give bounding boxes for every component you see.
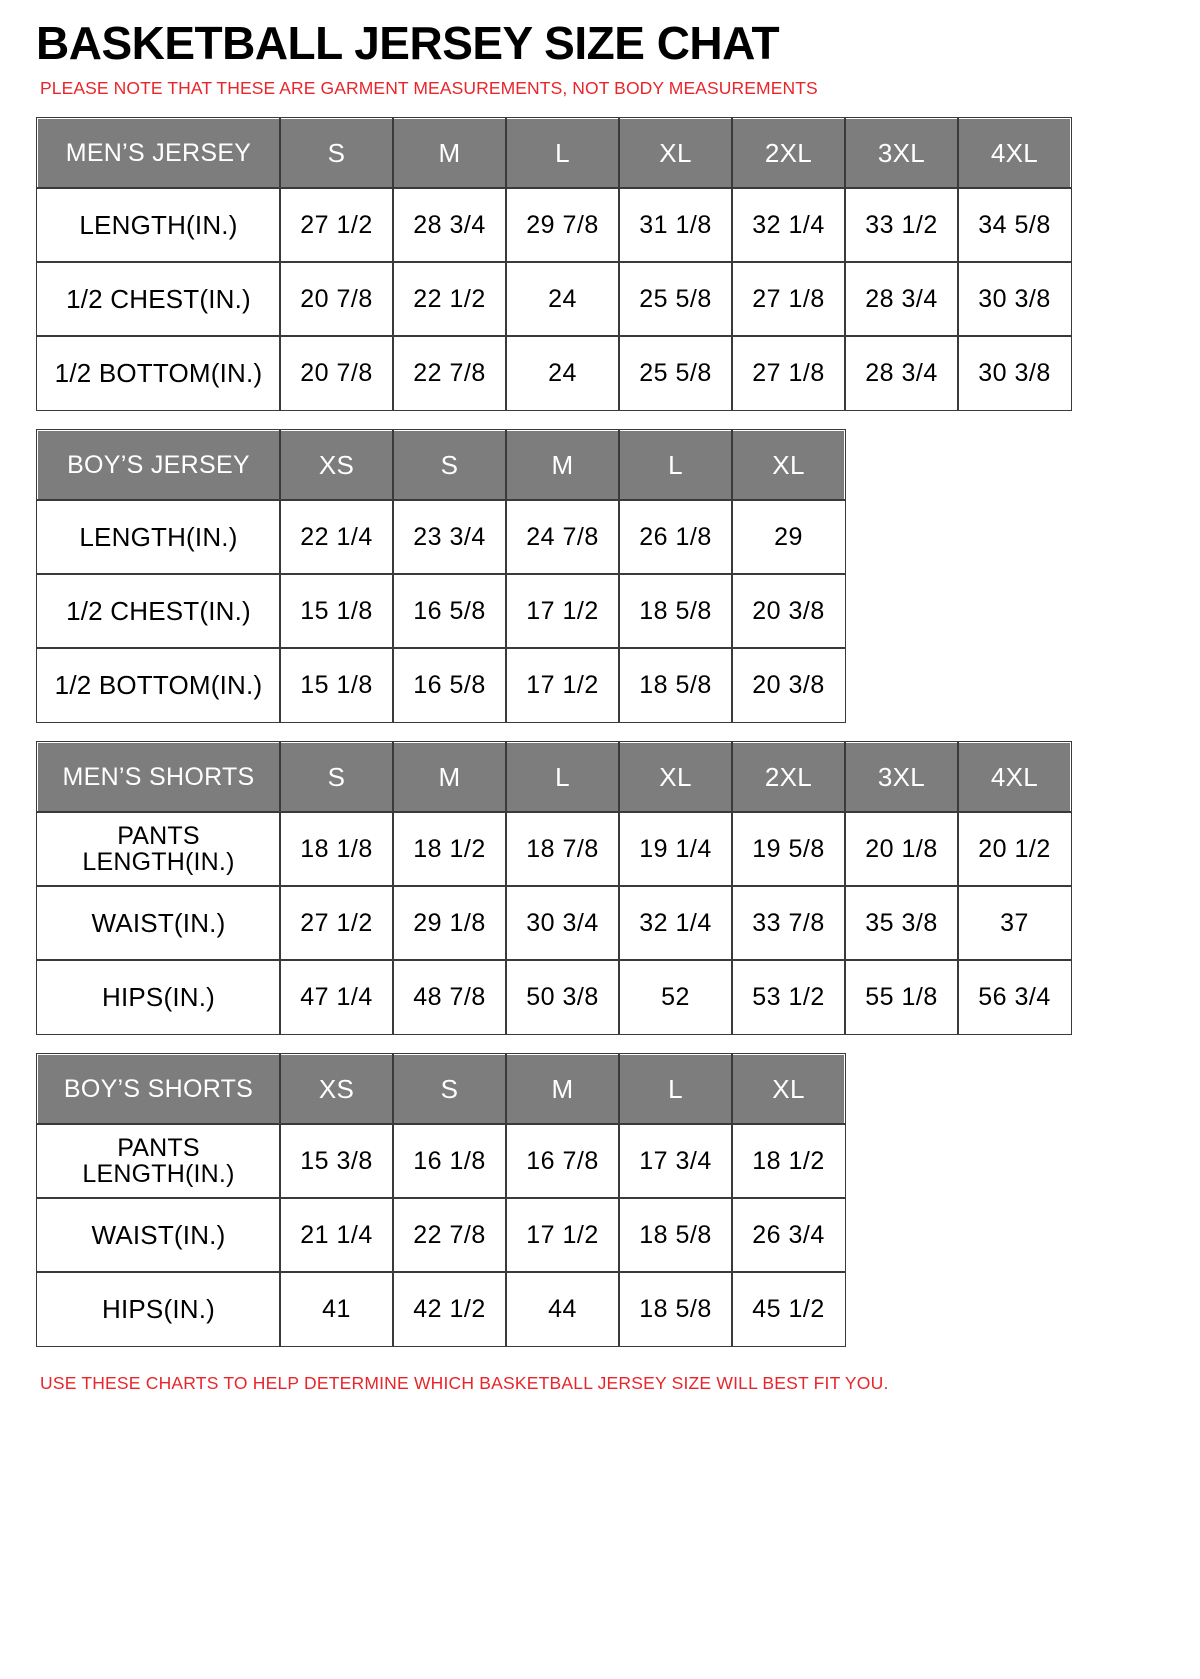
measurement-value: 15 3/8 xyxy=(280,1124,393,1198)
measurement-value: 37 xyxy=(958,886,1071,960)
table-header-row xyxy=(37,118,1071,188)
measurement-value: 18 5/8 xyxy=(619,648,732,722)
table-row xyxy=(37,812,1071,886)
measurement-value: 22 7/8 xyxy=(393,1198,506,1272)
size-column-header: M xyxy=(393,742,506,812)
measurement-value: 29 1/8 xyxy=(393,886,506,960)
measurement-value: 18 5/8 xyxy=(619,1272,732,1346)
table-corner-label: MEN’S JERSEY xyxy=(37,118,280,188)
measurement-value: 15 1/8 xyxy=(280,648,393,722)
measurement-value: 19 1/4 xyxy=(619,812,732,886)
size-column-header: S xyxy=(280,742,393,812)
size-table-mens-shorts xyxy=(36,741,1072,1035)
table-header-row xyxy=(37,742,1071,812)
measurement-value: 30 3/8 xyxy=(958,336,1071,410)
measurement-value: 25 5/8 xyxy=(619,336,732,410)
size-column-header: 4XL xyxy=(958,118,1071,188)
measurement-label: HIPS(IN.) xyxy=(37,1272,280,1346)
size-column-header: L xyxy=(619,1054,732,1124)
size-column-header: 2XL xyxy=(732,742,845,812)
measurement-value: 32 1/4 xyxy=(732,188,845,262)
measurement-value: 55 1/8 xyxy=(845,960,958,1034)
size-column-header: XS xyxy=(280,1054,393,1124)
page-title: BASKETBALL JERSEY SIZE CHAT xyxy=(36,17,780,69)
measurement-value: 25 5/8 xyxy=(619,262,732,336)
measurement-value: 16 5/8 xyxy=(393,574,506,648)
measurement-label: LENGTH(IN.) xyxy=(37,500,280,574)
table-row xyxy=(37,886,1071,960)
measurement-value: 20 1/2 xyxy=(958,812,1071,886)
measurement-label: 1/2 CHEST(IN.) xyxy=(37,262,280,336)
measurement-value: 47 1/4 xyxy=(280,960,393,1034)
measurement-value: 17 1/2 xyxy=(506,574,619,648)
measurement-label: WAIST(IN.) xyxy=(37,1198,280,1272)
measurement-value: 22 1/2 xyxy=(393,262,506,336)
measurement-value: 24 xyxy=(506,336,619,410)
size-column-header: 2XL xyxy=(732,118,845,188)
size-column-header: S xyxy=(393,430,506,500)
measurement-value: 48 7/8 xyxy=(393,960,506,1034)
measurement-value: 50 3/8 xyxy=(506,960,619,1034)
measurement-value: 27 1/8 xyxy=(732,262,845,336)
measurement-note: PLEASE NOTE THAT THESE ARE GARMENT MEASUREMENTS, NOT BODY MEASUREMENTS xyxy=(40,77,818,98)
footer-note: USE THESE CHARTS TO HELP DETERMINE WHICH BASKETBALL JERSEY SIZE WILL BEST FIT YOU. xyxy=(40,1373,889,1394)
table-header-row xyxy=(37,1054,845,1124)
measurement-label: PANTS LENGTH(IN.) xyxy=(37,812,280,886)
measurement-value: 16 1/8 xyxy=(393,1124,506,1198)
measurement-value: 20 3/8 xyxy=(732,648,845,722)
measurement-value: 28 3/4 xyxy=(845,262,958,336)
measurement-value: 27 1/2 xyxy=(280,188,393,262)
size-column-header: L xyxy=(619,430,732,500)
measurement-value: 41 xyxy=(280,1272,393,1346)
table-row xyxy=(37,262,1071,336)
measurement-value: 18 7/8 xyxy=(506,812,619,886)
table-corner-label: BOY’S JERSEY xyxy=(37,430,280,500)
measurement-value: 22 7/8 xyxy=(393,336,506,410)
measurement-value: 20 3/8 xyxy=(732,574,845,648)
measurement-value: 27 1/8 xyxy=(732,336,845,410)
measurement-value: 18 5/8 xyxy=(619,574,732,648)
table-row xyxy=(37,648,845,722)
size-table-mens-jersey xyxy=(36,117,1072,411)
size-column-header: XL xyxy=(732,430,845,500)
size-column-header: 3XL xyxy=(845,118,958,188)
measurement-label: PANTS LENGTH(IN.) xyxy=(37,1124,280,1198)
size-column-header: M xyxy=(506,430,619,500)
measurement-value: 32 1/4 xyxy=(619,886,732,960)
measurement-value: 23 3/4 xyxy=(393,500,506,574)
table-row xyxy=(37,1198,845,1272)
measurement-value: 17 3/4 xyxy=(619,1124,732,1198)
measurement-value: 18 1/2 xyxy=(393,812,506,886)
measurement-label: LENGTH(IN.) xyxy=(37,188,280,262)
size-column-header: XL xyxy=(619,118,732,188)
measurement-value: 24 xyxy=(506,262,619,336)
measurement-value: 56 3/4 xyxy=(958,960,1071,1034)
size-column-header: XL xyxy=(619,742,732,812)
measurement-value: 27 1/2 xyxy=(280,886,393,960)
measurement-value: 30 3/8 xyxy=(958,262,1071,336)
measurement-value: 16 5/8 xyxy=(393,648,506,722)
table-row xyxy=(37,500,845,574)
table-row xyxy=(37,188,1071,262)
size-table-boys-shorts xyxy=(36,1053,846,1347)
measurement-value: 34 5/8 xyxy=(958,188,1071,262)
table-row xyxy=(37,336,1071,410)
measurement-value: 18 1/8 xyxy=(280,812,393,886)
measurement-value: 29 xyxy=(732,500,845,574)
size-column-header: 3XL xyxy=(845,742,958,812)
measurement-value: 28 3/4 xyxy=(393,188,506,262)
table-row xyxy=(37,960,1071,1034)
tables-container xyxy=(36,117,1164,1347)
measurement-value: 20 7/8 xyxy=(280,336,393,410)
measurement-value: 42 1/2 xyxy=(393,1272,506,1346)
measurement-value: 18 5/8 xyxy=(619,1198,732,1272)
measurement-value: 28 3/4 xyxy=(845,336,958,410)
measurement-value: 22 1/4 xyxy=(280,500,393,574)
size-column-header: S xyxy=(393,1054,506,1124)
measurement-value: 53 1/2 xyxy=(732,960,845,1034)
measurement-value: 20 7/8 xyxy=(280,262,393,336)
measurement-label: 1/2 CHEST(IN.) xyxy=(37,574,280,648)
table-row xyxy=(37,1124,845,1198)
measurement-value: 33 1/2 xyxy=(845,188,958,262)
measurement-value: 20 1/8 xyxy=(845,812,958,886)
measurement-value: 31 1/8 xyxy=(619,188,732,262)
measurement-value: 45 1/2 xyxy=(732,1272,845,1346)
measurement-value: 15 1/8 xyxy=(280,574,393,648)
measurement-label: 1/2 BOTTOM(IN.) xyxy=(37,648,280,722)
measurement-value: 17 1/2 xyxy=(506,648,619,722)
measurement-value: 26 1/8 xyxy=(619,500,732,574)
measurement-value: 18 1/2 xyxy=(732,1124,845,1198)
table-row xyxy=(37,1272,845,1346)
measurement-value: 19 5/8 xyxy=(732,812,845,886)
size-column-header: M xyxy=(393,118,506,188)
size-table-boys-jersey xyxy=(36,429,846,723)
size-column-header: L xyxy=(506,118,619,188)
size-column-header: 4XL xyxy=(958,742,1071,812)
size-column-header: S xyxy=(280,118,393,188)
size-column-header: M xyxy=(506,1054,619,1124)
measurement-value: 33 7/8 xyxy=(732,886,845,960)
measurement-value: 21 1/4 xyxy=(280,1198,393,1272)
size-column-header: L xyxy=(506,742,619,812)
measurement-value: 52 xyxy=(619,960,732,1034)
size-column-header: XS xyxy=(280,430,393,500)
measurement-value: 16 7/8 xyxy=(506,1124,619,1198)
measurement-value: 35 3/8 xyxy=(845,886,958,960)
measurement-value: 29 7/8 xyxy=(506,188,619,262)
measurement-value: 26 3/4 xyxy=(732,1198,845,1272)
measurement-value: 17 1/2 xyxy=(506,1198,619,1272)
measurement-value: 30 3/4 xyxy=(506,886,619,960)
table-row xyxy=(37,574,845,648)
table-corner-label: MEN’S SHORTS xyxy=(37,742,280,812)
table-corner-label: BOY’S SHORTS xyxy=(37,1054,280,1124)
measurement-label: WAIST(IN.) xyxy=(37,886,280,960)
size-column-header: XL xyxy=(732,1054,845,1124)
measurement-label: 1/2 BOTTOM(IN.) xyxy=(37,336,280,410)
measurement-value: 24 7/8 xyxy=(506,500,619,574)
measurement-value: 44 xyxy=(506,1272,619,1346)
measurement-label: HIPS(IN.) xyxy=(37,960,280,1034)
table-header-row xyxy=(37,430,845,500)
